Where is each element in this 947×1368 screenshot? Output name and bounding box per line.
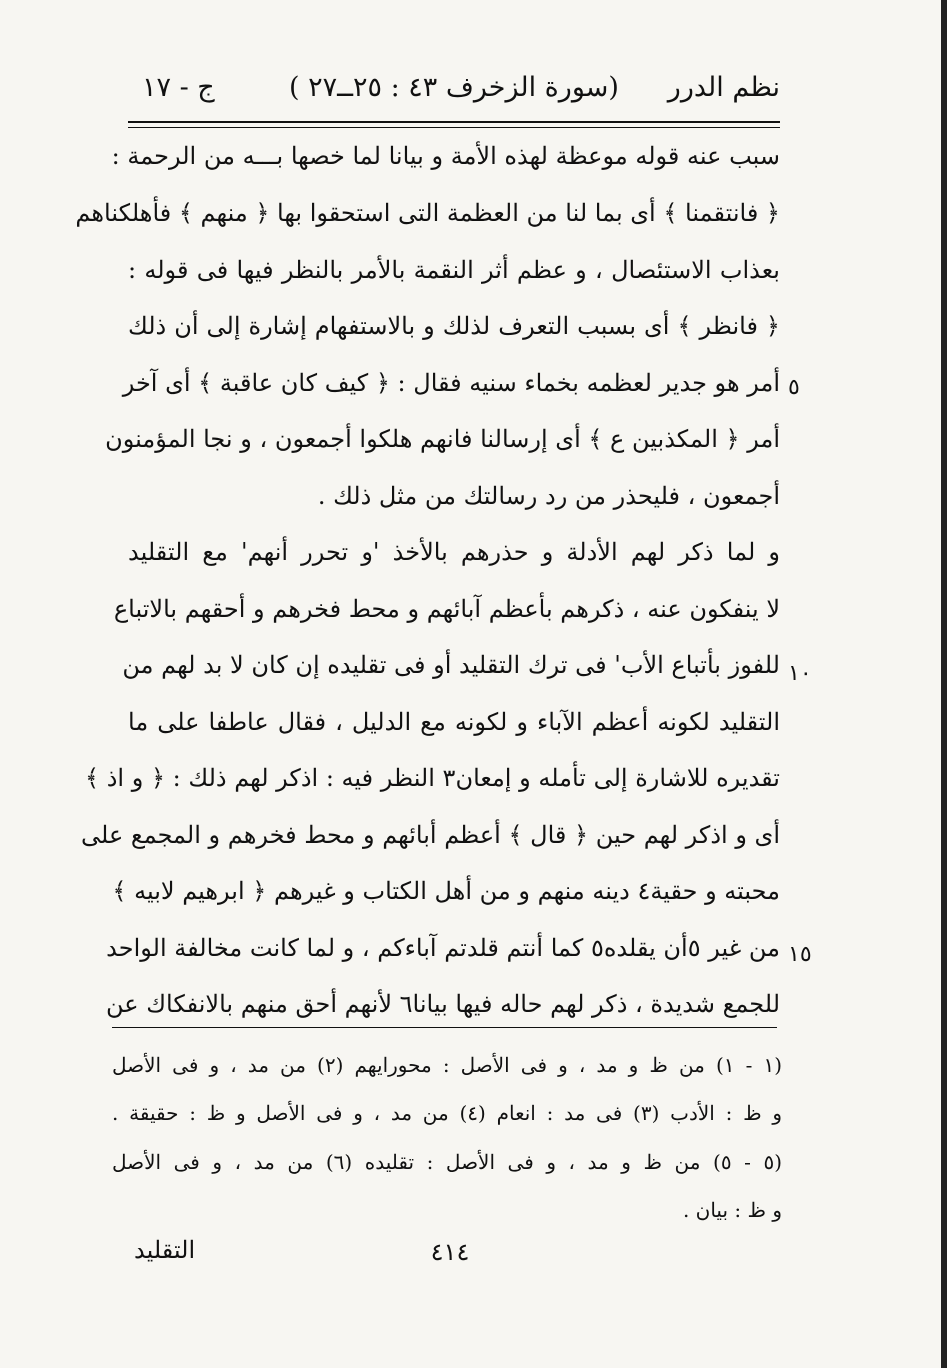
text-line: سبب عنه قوله موعظة لهذه الأمة و بيانا لما خصها بـــه من الرحمة : bbox=[111, 142, 780, 170]
header-rule-thin bbox=[128, 127, 780, 128]
text-line: أجمعون ، فليحذر من رد رسالتك من مثل ذلك . bbox=[317, 482, 780, 510]
line-number: ١٠ bbox=[788, 661, 812, 686]
page-header bbox=[128, 66, 780, 110]
footnote-separator bbox=[112, 1027, 777, 1028]
surah-reference: ( سورة الزخرف ٤٣ : ٢٥ــ٢٧) bbox=[289, 72, 619, 103]
text-line: أى و اذكر لهم حين ﴿ قال ﴾ أعظم أبائهم و محط فخرهم و المجمع على bbox=[81, 821, 780, 849]
text-line: التقليد لكونه أعظم الآباء و لكونه مع الدليل ، فقال عاطفا على ما bbox=[128, 708, 780, 736]
text-line: لا ينفكون عنه ، ذكرهم بأعظم آبائهم و محط فخرهم و أحقهم بالاتباع bbox=[113, 595, 780, 623]
text-line: للفوز بأتباع الأب' فى ترك التقليد أو فى تقليده إن كان لا بد لهم من bbox=[122, 651, 780, 679]
text-line: للجمع شديدة ، ذكر لهم حاله فيها بيانا٦ لأنهم أحق منهم بالانفكاك عن bbox=[106, 990, 780, 1018]
text-line: تقديره للاشارة إلى تأمله و إمعان٣ النظر فيه : اذكر لهم ذلك : ﴿ و اذ ﴾ bbox=[85, 764, 780, 792]
text-line: بعذاب الاستئصال ، و عظم أثر النقمة بالأمر بالنظر فيها فى قوله : bbox=[128, 256, 780, 284]
text-line: أمر هو جدير لعظمه بخماء سنيه فقال : ﴿ كيف كان عاقبة ﴾ أى آخر bbox=[122, 369, 780, 397]
line-number: ٥ bbox=[788, 375, 800, 400]
text-line: و لما ذكر لهم الأدلة و حذرهم بالأخذ 'و تحرر أنهم' مع التقليد bbox=[128, 538, 780, 566]
footnote-line: و ظ : الأدب (٣) فى مد : انعام (٤) من مد ، و فى الأصل و ظ : حقيقة . bbox=[112, 1101, 782, 1125]
footnote-line: (٥ - ٥) من ظ و مد ، و فى الأصل : تقليده (٦) من مد ، و فى الأصل bbox=[112, 1150, 782, 1174]
text-line: ﴿ فانتقمنا ﴾ أى بما لنا من العظمة التى استحقوا بها ﴿ منهم ﴾ فأهلكناهم bbox=[75, 199, 780, 227]
header-rule-thick bbox=[128, 121, 780, 123]
page-number: ٤١٤ bbox=[430, 1238, 470, 1266]
volume-number: ج - ١٧ bbox=[142, 72, 215, 103]
text-line: من غير ٥أن يقلده٥ كما أنتم قلدتم آباءكم ، و لما كانت مخالفة الواحد bbox=[106, 934, 780, 962]
text-line: محبته و حقية٤ دينه منهم و من أهل الكتاب و غيرهم ﴿ ابرهيم لابيه ﴾ bbox=[112, 877, 780, 905]
text-line: أمر ﴿ المكذبين ع ﴾ أى إرسالنا فانهم هلكوا أجمعون ، و نجا المؤمنون bbox=[105, 425, 780, 453]
page-edge-shadow bbox=[941, 0, 947, 1368]
footnote-line: (١ - ١) من ظ و مد ، و فى الأصل : محورايهم (٢) من مد ، و فى الأصل bbox=[112, 1053, 783, 1077]
footnote-line: و ظ : بيان . bbox=[682, 1198, 782, 1222]
text-line: ﴿ فانظر ﴾ أى بسبب التعرف لذلك و بالاستفهام إشارة إلى أن ذلك bbox=[128, 312, 780, 340]
book-title: نظم الدرر bbox=[667, 72, 780, 103]
catchword: التقليد bbox=[134, 1236, 196, 1264]
line-number: ١٥ bbox=[788, 942, 812, 967]
